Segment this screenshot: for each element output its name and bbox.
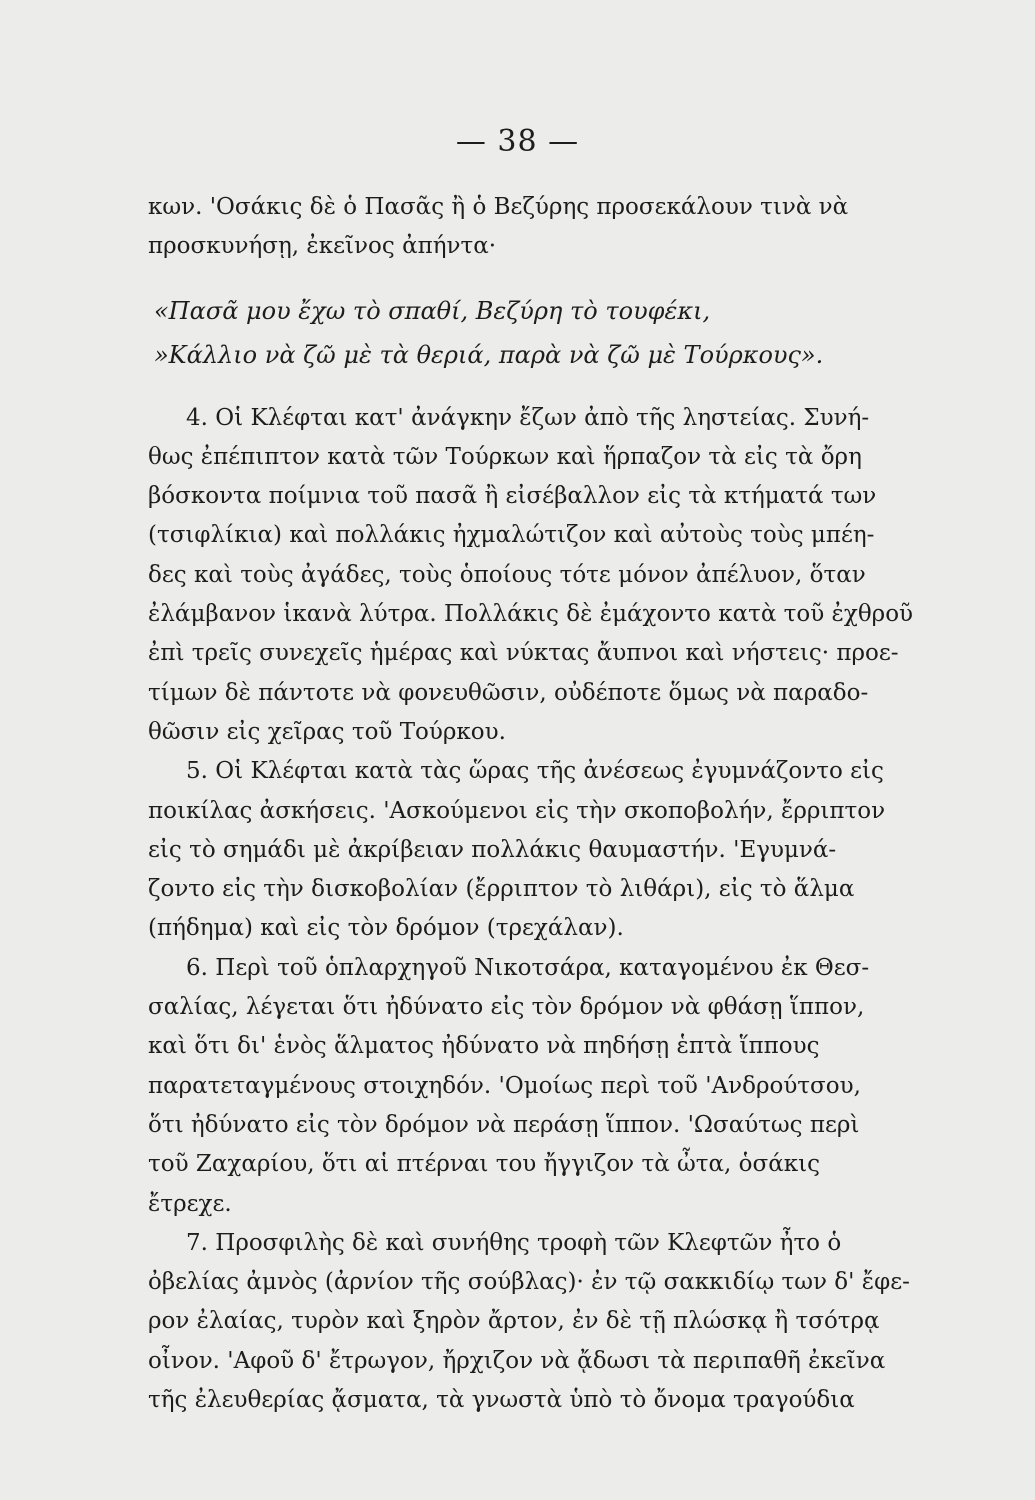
text-line: ἔτρεχε. [148, 1190, 232, 1217]
text-line: θῶσιν εἰς χεῖρας τοῦ Τούρκου. [148, 718, 506, 745]
text-line: ὅτι ἠδύνατο εἰς τὸν δρόμον νὰ περάσῃ ἵππον. 'Ωσαύτως περὶ [148, 1111, 860, 1138]
text-line: θως ἐπέπιπτον κατὰ τῶν Τούρκων καὶ ἥρπαζον τὰ εἰς τὰ ὄρη [148, 443, 862, 470]
text-line: ἐλάμβανον ἱκανὰ λύτρα. Πολλάκις δὲ ἐμάχοντο κατὰ τοῦ ἐχθροῦ [148, 601, 914, 628]
text-line: δες καὶ τοὺς ἀγάδες, τοὺς ὁποίους τότε μόνον ἀπέλυον, ὅταν [148, 561, 866, 588]
spacer [148, 377, 978, 399]
text-line: ζοντο εἰς τὴν δισκοβολίαν (ἔρριπτον τὸ λιθάρι), εἰς τὸ ἅλμα [148, 876, 855, 903]
text-line: σαλίας, λέγεται ὅτι ἠδύνατο εἰς τὸν δρόμον νὰ φθάσῃ ἵππον, [148, 994, 865, 1021]
text-line: ὀβελίας ἀμνὸς (ἀρνίον τῆς σούβλας)· ἐν τῷ σακκιδίῳ των δ' ἔφε- [148, 1269, 910, 1296]
text-line: τοῦ Ζαχαρίου, ὅτι αἱ πτέρναι του ἤγγιζον τὰ ὦτα, ὁσάκις [148, 1151, 821, 1178]
text-line: ρον ἐλαίας, τυρὸν καὶ ξηρὸν ἄρτον, ἐν δὲ τῇ πλώσκᾳ ἢ τσότρᾳ [148, 1308, 880, 1335]
text-line: βόσκοντα ποίμνια τοῦ πασᾶ ἢ εἰσέβαλλον εἰς τὰ κτήματά των [148, 483, 877, 510]
text-line: ποικίλας ἀσκήσεις. 'Ασκούμενοι εἰς τὴν σκοποβολήν, ἔρριπτον [148, 797, 886, 824]
verse-line: »Κάλλιο νὰ ζῶ μὲ τὰ θεριά, παρὰ νὰ ζῶ μὲ Τούρκους». [154, 340, 824, 369]
spacer [148, 267, 978, 289]
text-line: ἐπὶ τρεῖς συνεχεῖς ἡμέρας καὶ νύκτας ἄυπνοι καὶ νήστεις· προε- [148, 640, 899, 667]
paragraph-6-line: 6. Περὶ τοῦ ὁπλαρχηγοῦ Νικοτσάρα, καταγομένου ἐκ Θεσ- [186, 954, 870, 981]
page-number: — 38 — [455, 124, 580, 159]
text-line: τῆς ἐλευθερίας ᾄσματα, τὰ γνωστὰ ὑπὸ τὸ ὄνομα τραγούδια [148, 1387, 855, 1414]
text-line: τίμων δὲ πάντοτε νὰ φονευθῶσιν, οὐδέποτε ὅμως νὰ παραδο- [148, 679, 869, 706]
paragraph-4-line: 4. Οἱ Κλέφται κατ' ἀνάγκην ἔζων ἀπὸ τῆς ληστείας. Συνή- [186, 404, 870, 431]
text-line: καὶ ὅτι δι' ἑνὸς ἅλματος ἠδύνατο νὰ πηδήσῃ ἑπτὰ ἵππους [148, 1033, 820, 1060]
text-line: (τσιφλίκια) καὶ πολλάκις ἠχμαλώτιζον καὶ αὐτοὺς τοὺς μπέη- [148, 522, 875, 549]
text-line: εἰς τὸ σημάδι μὲ ἀκρίβειαν πολλάκις θαυμαστήν. 'Εγυμνά- [148, 836, 837, 863]
text-line: παρατεταγμένους στοιχηδόν. 'Ομοίως περὶ τοῦ 'Ανδρούτσου, [148, 1072, 861, 1099]
page-text [148, 188, 978, 1420]
text-line: (πήδημα) καὶ εἰς τὸν δρόμον (τρεχάλαν). [148, 915, 624, 942]
verse-line: «Πασᾶ μου ἔχω τὸ σπαθί, Βεζύρη τὸ τουφέκι, [154, 296, 711, 325]
paragraph-5-line: 5. Οἱ Κλέφται κατὰ τὰς ὥρας τῆς ἀνέσεως ἐγυμνάζοντο εἰς [186, 758, 884, 785]
text-line: οἶνον. 'Αφοῦ δ' ἔτρωγον, ἤρχιζον νὰ ᾄδωσι τὰ περιπαθῆ ἐκεῖνα [148, 1347, 886, 1374]
text-line: κων. 'Οσάκις δὲ ὁ Πασᾶς ἢ ὁ Βεζύρης προσεκάλουν τινὰ νὰ [148, 194, 849, 220]
text-line: προσκυνήσῃ, ἐκεῖνος ἀπήντα· [148, 233, 497, 260]
paragraph-7-line: 7. Προσφιλὴς δὲ καὶ συνήθης τροφὴ τῶν Κλεφτῶν ἦτο ὁ [186, 1229, 842, 1256]
